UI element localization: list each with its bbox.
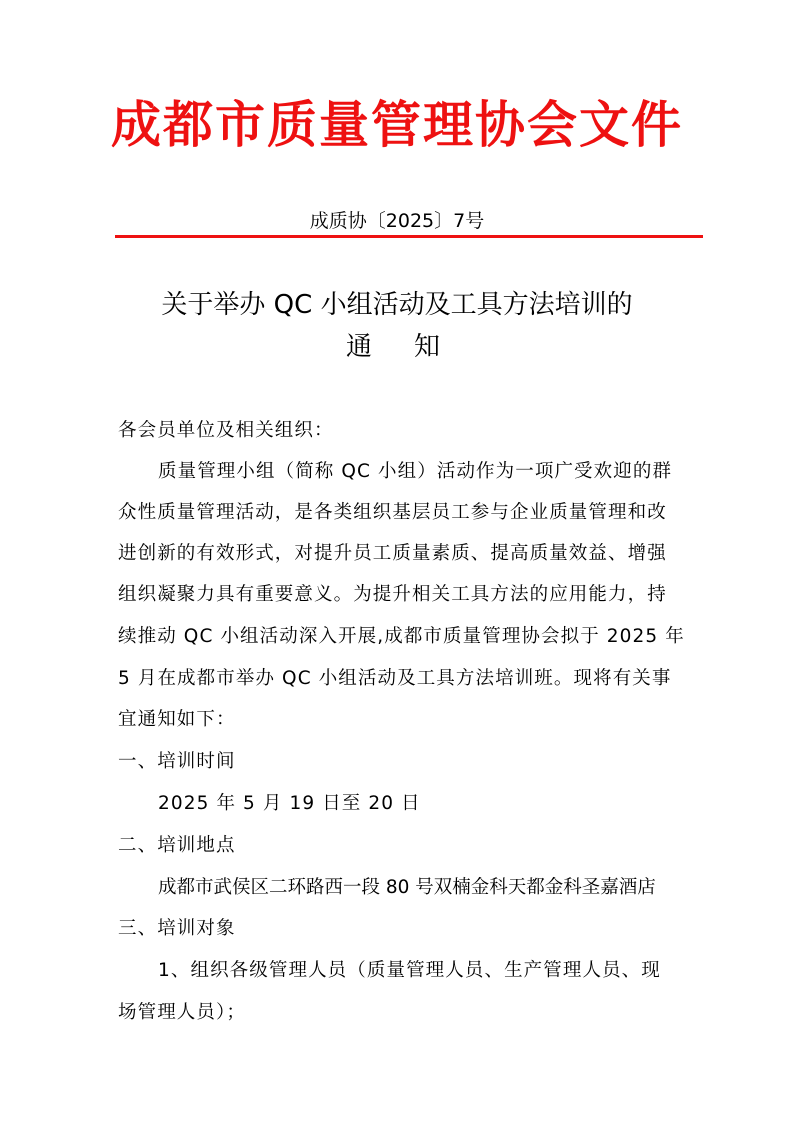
paragraph-line: 质量管理小组（简称 QC 小组）活动作为一项广受欢迎的群: [158, 461, 673, 482]
section-heading-time: 一、培训时间: [118, 751, 236, 772]
paragraph-line: 5 月在成都市举办 QC 小组活动及工具方法培训班。现将有关事: [118, 668, 672, 689]
paragraph-line: 续推动 QC 小组活动深入开展,成都市质量管理协会拟于 2025 年: [118, 626, 685, 647]
notice-title-line-1: 关于举办 QC 小组活动及工具方法培训的: [161, 290, 633, 320]
section-content-audience: 场管理人员）；: [118, 1002, 246, 1023]
paragraph-line: 进创新的有效形式，对提升员工质量素质、提高质量效益、增强: [118, 543, 667, 564]
paragraph-line: 众性质量管理活动，是各类组织基层员工参与企业质量管理和改: [118, 502, 667, 523]
notice-title-line-2: 通 知: [345, 332, 448, 362]
section-content-location: 成都市武侯区二环路西一段 80 号双楠金科天都金科圣嘉酒店: [158, 877, 656, 898]
salutation: 各会员单位及相关组织：: [118, 420, 334, 441]
section-heading-audience: 三、培训对象: [118, 918, 236, 939]
section-content-time: 2025 年 5 月 19 日至 20 日: [158, 793, 421, 814]
section-content-audience: 1、组织各级管理人员（质量管理人员、生产管理人员、现: [158, 960, 661, 981]
red-divider-rule: [115, 235, 703, 238]
document-number: 成质协〔2025〕7号: [309, 210, 485, 232]
paragraph-line: 宜通知如下：: [118, 709, 236, 730]
section-heading-location: 二、培训地点: [118, 835, 236, 856]
organization-document-title: 成都市质量管理协会文件: [111, 95, 683, 154]
paragraph-line: 组织凝聚力具有重要意义。为提升相关工具方法的应用能力，持: [118, 584, 667, 605]
